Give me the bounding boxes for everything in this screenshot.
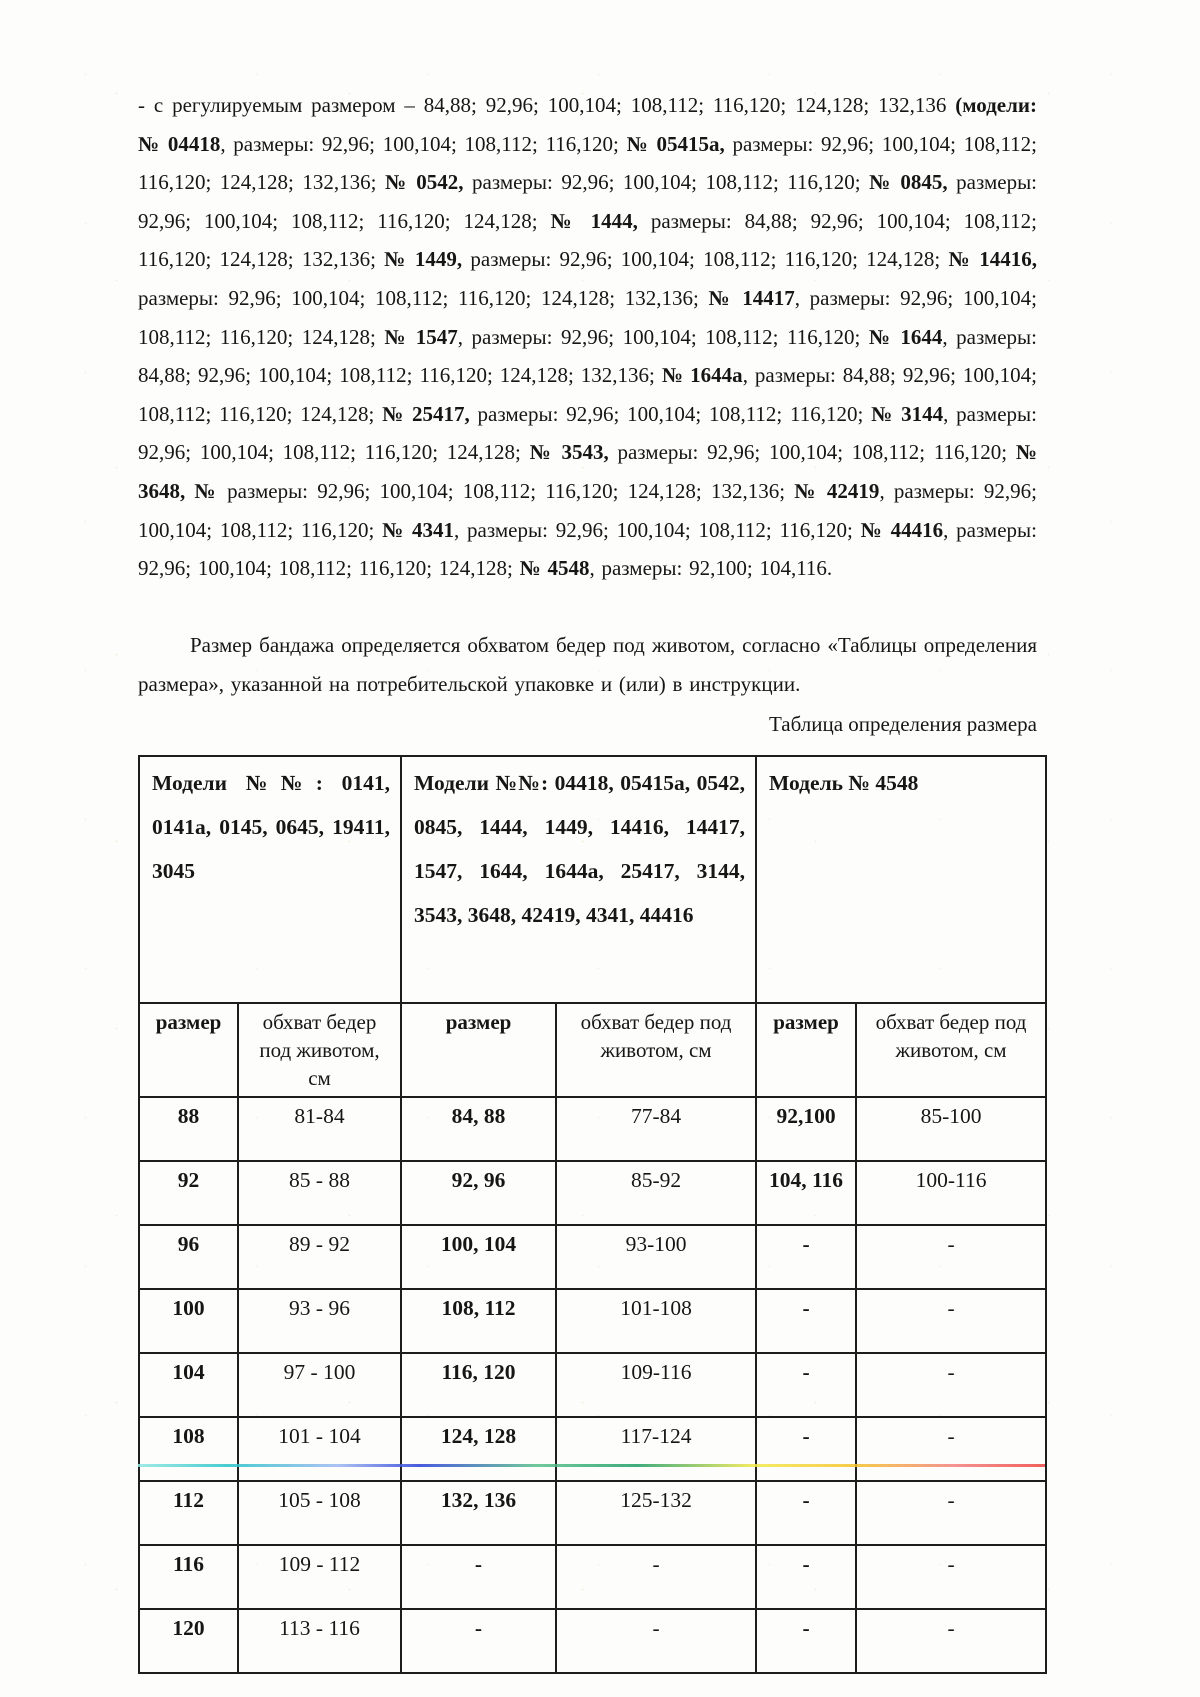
table-group-header-row <box>139 756 1046 1003</box>
cell-hip-girth: 105 - 108 <box>238 1481 401 1545</box>
cell-size: - <box>756 1545 856 1609</box>
cell-hip-girth: - <box>856 1481 1046 1545</box>
model-number-bold: № 14417 <box>708 285 795 310</box>
cell-size: 96 <box>139 1225 238 1289</box>
table-row <box>139 1161 1046 1225</box>
sizes-text: , размеры: 92,96; 100,104; 108,112; 116,120; <box>454 517 861 542</box>
subheader-hip-girth: обхват бедер под животом, см <box>856 1003 1046 1097</box>
cell-hip-girth: 109 - 112 <box>238 1545 401 1609</box>
cell-size: 92 <box>139 1161 238 1225</box>
model-number-bold: № 05415а, <box>626 131 725 156</box>
sizes-text: , размеры: 92,96; 100,104; 108,112; 116,120; 124,128; <box>138 285 1037 349</box>
cell-hip-girth: - <box>856 1289 1046 1353</box>
cell-hip-girth: 100-116 <box>856 1161 1046 1225</box>
group-header-model-4548: Модель № 4548 <box>756 756 1046 1003</box>
model-number-bold: № 0845, <box>869 170 948 195</box>
table-caption: Таблица определения размера <box>768 712 1037 737</box>
cell-hip-girth: - <box>856 1545 1046 1609</box>
table-row <box>139 1097 1046 1161</box>
cell-hip-girth: 85 - 88 <box>238 1161 401 1225</box>
sizes-text: размеры: 92,96; 100,104; 108,112; 116,120; <box>608 440 1016 465</box>
sizes-text: , размеры: 92,96; 100,104; 108,112; 116,120; 124,128; <box>138 517 1037 581</box>
cell-hip-girth: - <box>856 1417 1046 1481</box>
cell-hip-girth: 97 - 100 <box>238 1353 401 1417</box>
model-number-bold: № 1644а <box>661 363 743 388</box>
cell-size: 116 <box>139 1545 238 1609</box>
cell-size: 112 <box>139 1481 238 1545</box>
sizes-text: размеры: 92,96; 100,104; 108,112; 116,120; <box>469 401 872 426</box>
cell-hip-girth: - <box>856 1353 1046 1417</box>
model-number-bold: № 1444, <box>550 208 638 233</box>
cell-hip-girth: - <box>856 1225 1046 1289</box>
sizes-text: - с регулируемым размером – 84,88; 92,96; 100,104; 108,112; 116,120; 124,128; 132,136 <box>138 93 956 117</box>
cell-size: 92,100 <box>756 1097 856 1161</box>
table-row <box>139 1417 1046 1481</box>
table-row <box>139 1353 1046 1417</box>
cell-hip-girth: 125-132 <box>556 1481 756 1545</box>
cell-size: 100, 104 <box>401 1225 556 1289</box>
model-number-bold: № 14416, <box>948 247 1037 272</box>
cell-size: - <box>756 1609 856 1673</box>
subheader-size: размер <box>756 1003 856 1097</box>
cell-hip-girth: - <box>856 1609 1046 1673</box>
cell-size: - <box>401 1545 556 1609</box>
sizes-text: , размеры: 84,88; 92,96; 100,104; 108,112; 116,120; 124,128; 132,136; <box>138 324 1037 388</box>
cell-size: - <box>756 1225 856 1289</box>
sizes-text: размеры: 92,96; 100,104; 108,112; 116,120; 124,128; 132,136; <box>217 478 795 503</box>
cell-hip-girth: 117-124 <box>556 1417 756 1481</box>
cell-hip-girth: 109-116 <box>556 1353 756 1417</box>
cell-hip-girth: 101 - 104 <box>238 1417 401 1481</box>
model-number-bold: № 3144 <box>871 401 944 426</box>
cell-size: 88 <box>139 1097 238 1161</box>
table-subheader-row <box>139 1003 1046 1097</box>
sizes-text: размеры: 84,88; 92,96; 100,104; 108,112; 116,120; 124,128; 132,136; <box>138 208 1037 272</box>
model-number-bold: № 4341 <box>382 517 454 542</box>
sizes-text: размеры: 92,96; 100,104; 108,112; 116,120; 124,128; 132,136; <box>138 131 1037 195</box>
sizes-text: , размеры: 92,96; 100,104; 108,112; 116,120; <box>457 324 869 349</box>
model-number-bold: (модели: № 04418 <box>138 93 1037 156</box>
cell-size: 108 <box>139 1417 238 1481</box>
model-number-bold: № 25417, <box>382 401 470 426</box>
sizes-text: размеры: 92,96; 100,104; 108,112; 116,120; 124,128; <box>462 247 949 272</box>
cell-hip-girth: 85-92 <box>556 1161 756 1225</box>
cell-size: 116, 120 <box>401 1353 556 1417</box>
model-number-bold: № 1449, <box>384 247 463 272</box>
cell-hip-girth: - <box>556 1545 756 1609</box>
subheader-hip-girth: обхват бедер под животом, см <box>556 1003 756 1097</box>
cell-hip-girth: 85-100 <box>856 1097 1046 1161</box>
table-row <box>139 1225 1046 1289</box>
cell-size: 124, 128 <box>401 1417 556 1481</box>
model-number-bold: № 42419 <box>794 478 880 503</box>
sizes-text: , размеры: 92,96; 100,104; 108,112; 116,120; <box>220 131 627 156</box>
cell-hip-girth: 93 - 96 <box>238 1289 401 1353</box>
sizes-text: размеры: 92,96; 100,104; 108,112; 116,120; 124,128; <box>138 170 1038 233</box>
table-body <box>139 1097 1046 1673</box>
cell-size: - <box>756 1481 856 1545</box>
sizes-text: , размеры: 92,100; 104,116. <box>589 556 833 581</box>
cell-size: 84, 88 <box>401 1097 556 1161</box>
subheader-size: размер <box>139 1003 238 1097</box>
cell-size: - <box>401 1609 556 1673</box>
subheader-size: размер <box>401 1003 556 1097</box>
subheader-hip-girth: обхват бедер под животом, см <box>238 1003 401 1097</box>
sizes-text: размеры: 92,96; 100,104; 108,112; 116,120; 124,128; 132,136; <box>138 285 709 310</box>
cell-size: - <box>756 1353 856 1417</box>
size-determination-table <box>138 755 1047 1674</box>
cell-hip-girth: 89 - 92 <box>238 1225 401 1289</box>
cell-hip-girth: 77-84 <box>556 1097 756 1161</box>
table-row <box>139 1609 1046 1673</box>
model-number-bold: № 1547 <box>384 324 458 349</box>
cell-size: 104, 116 <box>756 1161 856 1225</box>
sizes-text: , размеры: 92,96; 100,104; 108,112; 116,120; <box>138 478 1037 542</box>
model-number-bold: № 4548 <box>519 556 590 581</box>
cell-hip-girth: 93-100 <box>556 1225 756 1289</box>
model-number-bold: № 44416 <box>860 517 944 542</box>
sizes-text: , размеры: 84,88; 92,96; 100,104; 108,112; 116,120; 124,128; <box>138 363 1037 426</box>
model-number-bold: № 3648, № <box>138 440 1037 503</box>
cell-hip-girth: 101-108 <box>556 1289 756 1353</box>
table-row <box>139 1289 1046 1353</box>
paragraph-size-determination: Размер бандажа определяется обхватом бедер под животом, согласно «Таблицы определения размера», указанной на потребительской упаковке и (или) в инструкции. <box>138 633 1037 696</box>
model-number-bold: № 1644 <box>868 324 943 349</box>
cell-size: 92, 96 <box>401 1161 556 1225</box>
cell-size: - <box>756 1289 856 1353</box>
cell-hip-girth: - <box>556 1609 756 1673</box>
paragraph-adjustable-sizes <box>138 86 1037 626</box>
cell-size: 100 <box>139 1289 238 1353</box>
cell-size: 132, 136 <box>401 1481 556 1545</box>
table-row <box>139 1545 1046 1609</box>
scan-artifact-rainbow-line <box>138 1464 1045 1467</box>
group-header-models-left: Модели №№: 0141, 0141а, 0145, 0645, 19411, 3045 <box>139 756 401 1003</box>
cell-size: 108, 112 <box>401 1289 556 1353</box>
table-row <box>139 1481 1046 1545</box>
cell-size: 120 <box>139 1609 238 1673</box>
cell-size: 104 <box>139 1353 238 1417</box>
sizes-text: размеры: 92,96; 100,104; 108,112; 116,120; <box>463 170 870 195</box>
cell-size: - <box>756 1417 856 1481</box>
sizes-text: , размеры: 92,96; 100,104; 108,112; 116,120; 124,128; <box>138 401 1037 465</box>
group-header-models-middle: Модели №№: 04418, 05415а, 0542, 0845, 1444, 1449, 14416, 14417, 1547, 1644, 1644а, 25417, 3144, 3543, 3648, 42419, 4341, 44416 <box>401 756 756 1003</box>
cell-hip-girth: 81-84 <box>238 1097 401 1161</box>
model-number-bold: № 3543, <box>529 440 609 465</box>
model-number-bold: № 0542, <box>384 170 464 195</box>
cell-hip-girth: 113 - 116 <box>238 1609 401 1673</box>
